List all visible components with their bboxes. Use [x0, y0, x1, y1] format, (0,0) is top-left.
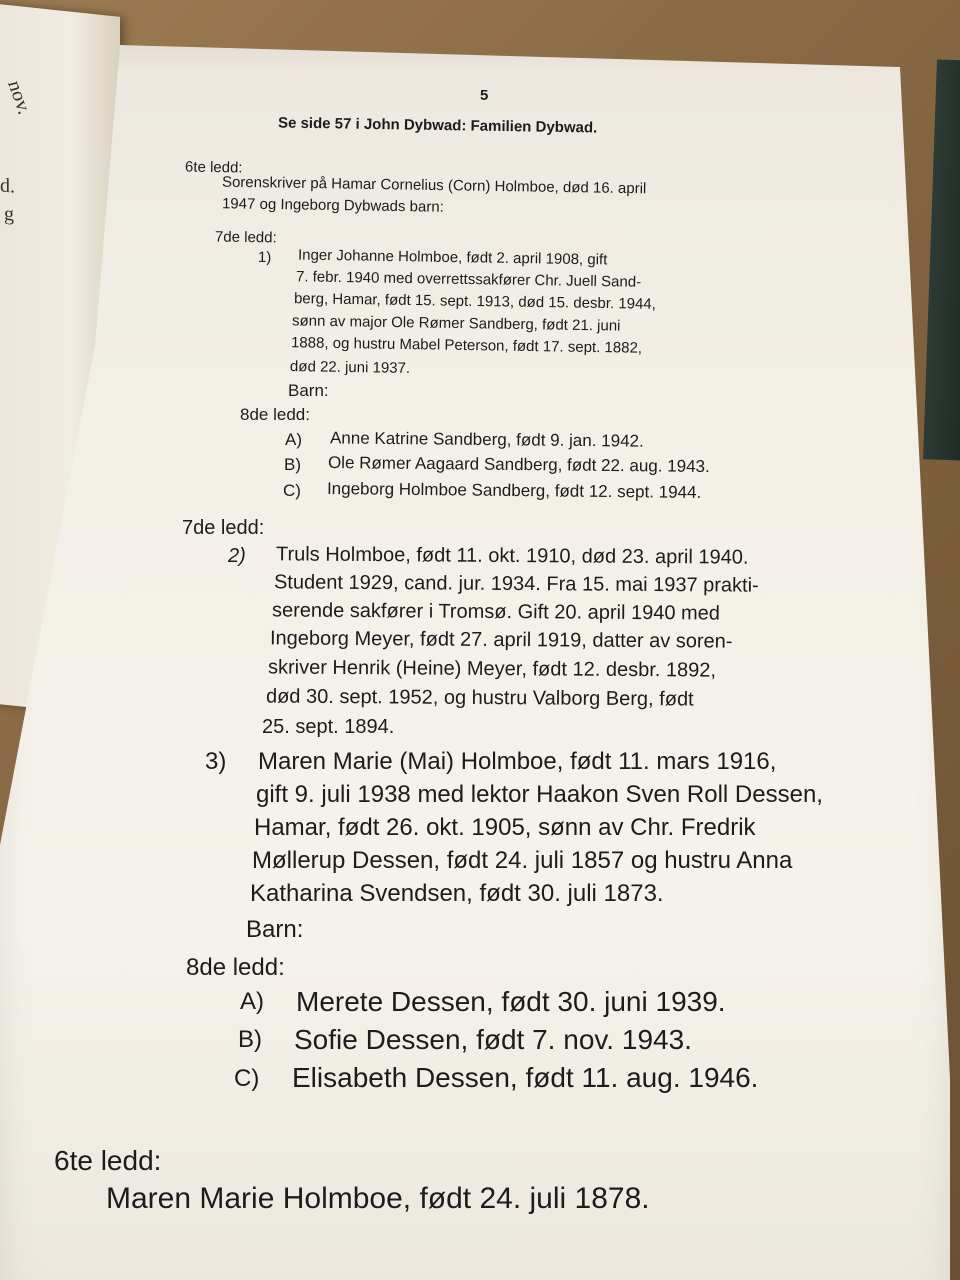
child-letter: A)	[285, 430, 302, 449]
generation-label: 8de ledd:	[186, 954, 285, 981]
left-page-fragment: nov.	[3, 78, 36, 117]
left-page-fragment: g	[4, 202, 14, 226]
entry-text-line: Ingeborg Meyer, født 27. april 1919, datter av soren-	[269, 627, 733, 653]
entry-text-line: 25. sept. 1894.	[262, 716, 395, 738]
left-page-fragment: d.	[0, 174, 15, 198]
entry-text-line: Møllerup Dessen, født 24. juli 1857 og hustru Anna	[252, 847, 793, 874]
entry-text-line: skriver Henrik (Heine) Meyer, født 12. desbr. 1892,	[267, 656, 717, 682]
child-entry: Elisabeth Dessen, født 11. aug. 1946.	[292, 1062, 759, 1093]
section-text-line: 1947 og Ingeborg Dybwads barn:	[221, 195, 444, 216]
entry-text-line: 7. febr. 1940 med overrettssakfører Chr. Juell Sand-	[295, 268, 642, 291]
generation-label: 8de ledd:	[240, 405, 310, 424]
children-heading: Barn:	[288, 381, 329, 400]
entry-text-line: Inger Johanne Holmboe, født 2. april 1908, gift	[297, 246, 608, 269]
entry-number: 2)	[228, 545, 246, 567]
child-entry: Ingeborg Holmboe Sandberg, født 12. sept. 1944.	[326, 479, 702, 502]
entry-text-line: berg, Hamar, født 15. sept. 1913, død 15. desbr. 1944,	[293, 290, 657, 313]
generation-label: 6te ledd:	[184, 158, 243, 177]
entry-text-line: død 30. sept. 1952, og hustru Valborg Berg, født	[265, 685, 694, 711]
entry-text-line: 1888, og hustru Mabel Peterson, født 17. sept. 1882,	[290, 334, 643, 357]
children-heading: Barn:	[246, 916, 304, 943]
entry-text-line: Hamar, født 26. okt. 1905, sønn av Chr. Fredrik	[254, 814, 756, 841]
book-cover-edge	[923, 59, 960, 460]
child-entry: Sofie Dessen, født 7. nov. 1943.	[294, 1024, 692, 1055]
section-text-line: Sorenskriver på Hamar Cornelius (Corn) Holmboe, død 16. april	[221, 173, 647, 198]
entry-text-line: gift 9. juli 1938 med lektor Haakon Sven Roll Dessen,	[256, 781, 823, 808]
page-number: 5	[480, 87, 489, 104]
child-letter: C)	[234, 1065, 260, 1092]
child-entry: Ole Rømer Aagaard Sandberg, født 22. aug. 1943.	[327, 453, 710, 476]
generation-label: 6te ledd:	[54, 1145, 162, 1176]
entry-text-line: Maren Marie (Mai) Holmboe, født 11. mars 1916,	[258, 748, 777, 775]
entry-text-line: serende sakfører i Tromsø. Gift 20. april 1940 med	[271, 599, 721, 625]
child-entry: Anne Katrine Sandberg, født 9. jan. 1942.	[329, 428, 644, 451]
child-letter: A)	[240, 988, 264, 1015]
section-text-line: Maren Marie Holmboe, født 24. juli 1878.	[106, 1182, 650, 1215]
entry-number: 1)	[257, 248, 272, 267]
entry-text-line: sønn av major Ole Rømer Sandberg, født 21. juni	[291, 312, 621, 335]
entry-text-line: død 22. juni 1937.	[289, 358, 411, 377]
entry-text-line: Student 1929, cand. jur. 1934. Fra 15. mai 1937 prakti-	[273, 571, 759, 597]
page-header: Se side 57 i John Dybwad: Familien Dybwad.	[277, 114, 598, 137]
entry-text-line: Truls Holmboe, født 11. okt. 1910, død 23. april 1940.	[275, 543, 749, 569]
entry-text-line: Katharina Svendsen, født 30. juli 1873.	[250, 880, 664, 907]
child-letter: C)	[283, 481, 301, 500]
child-letter: B)	[238, 1026, 262, 1053]
entry-number: 3)	[205, 748, 227, 775]
generation-label: 7de ledd:	[182, 517, 265, 539]
child-letter: B)	[284, 455, 301, 474]
generation-label: 7de ledd:	[214, 228, 277, 247]
child-entry: Merete Dessen, født 30. juni 1939.	[296, 986, 726, 1017]
